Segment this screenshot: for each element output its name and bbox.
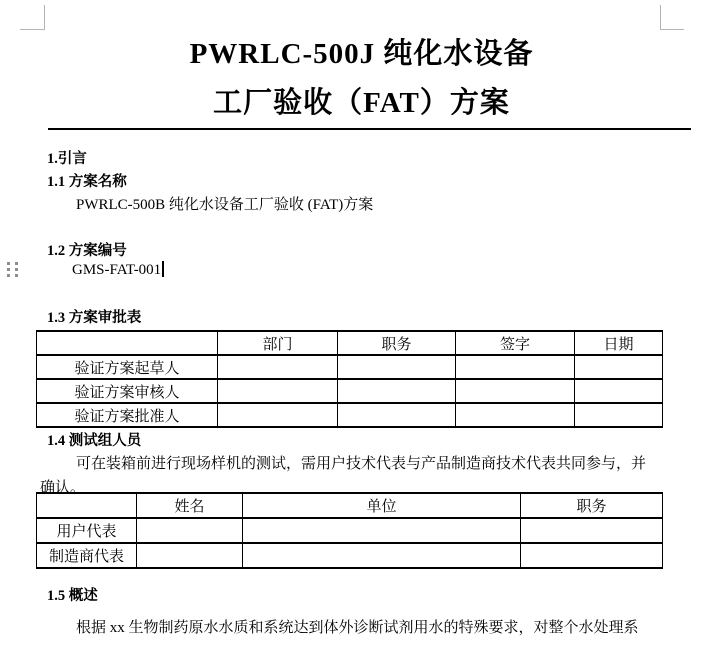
column-header-cell[interactable]: 职务 <box>338 331 456 355</box>
table-cell[interactable] <box>338 379 456 403</box>
margin-crop-mark-left-vertical <box>44 5 45 30</box>
title-underline-rule <box>48 128 691 130</box>
table-cell[interactable] <box>243 518 521 543</box>
approval-table[interactable] <box>36 330 663 428</box>
table-cell[interactable] <box>575 403 663 427</box>
heading-approval-table[interactable]: 1.3 方案审批表 <box>47 310 142 326</box>
team-paragraph-line2[interactable]: 确认。 <box>40 480 86 496</box>
column-header-cell[interactable]: 职务 <box>521 493 663 518</box>
table-header-row <box>37 493 663 518</box>
table-row <box>37 543 663 568</box>
team-paragraph-line1[interactable]: 可在装箱前进行现场样机的测试，需用户技术代表与产品制造商技术代表共同参与，并 <box>76 456 647 472</box>
table-cell[interactable] <box>243 543 521 568</box>
table-cell[interactable] <box>575 355 663 379</box>
table-cell[interactable] <box>456 355 575 379</box>
margin-crop-mark-right-horizontal <box>660 29 684 30</box>
column-header-cell[interactable]: 日期 <box>575 331 663 355</box>
doc-title-line1[interactable]: PWRLC-500J 纯化水设备 <box>189 38 534 70</box>
heading-overview[interactable]: 1.5 概述 <box>47 588 98 604</box>
table-row <box>37 379 663 403</box>
table-cell[interactable] <box>521 518 663 543</box>
plan-name-text[interactable]: PWRLC-500B 纯化水设备工厂验收 (FAT)方案 <box>76 197 374 213</box>
table-cell[interactable] <box>338 355 456 379</box>
margin-crop-mark-right-vertical <box>660 5 661 30</box>
table-cell[interactable] <box>575 379 663 403</box>
table-cell[interactable] <box>218 379 338 403</box>
heading-team[interactable]: 1.4 测试组人员 <box>47 433 142 449</box>
table-cell[interactable]: 用户代表 <box>37 518 137 543</box>
doc-title-line2[interactable]: 工厂验收（FAT）方案 <box>213 87 510 119</box>
table-row <box>37 518 663 543</box>
column-header-cell[interactable]: 姓名 <box>137 493 243 518</box>
plan-number-value: GMS-FAT-001 <box>72 262 162 278</box>
table-cell[interactable]: 验证方案起草人 <box>37 355 218 379</box>
column-header-cell[interactable]: 单位 <box>243 493 521 518</box>
table-row <box>37 403 663 427</box>
table-cell[interactable] <box>456 403 575 427</box>
table-cell[interactable] <box>521 543 663 568</box>
plan-number-text[interactable] <box>72 261 164 279</box>
table-row <box>37 355 663 379</box>
team-table[interactable] <box>36 492 663 569</box>
table-header-row <box>37 331 663 355</box>
table-cell[interactable]: 制造商代表 <box>37 543 137 568</box>
margin-crop-mark-left-horizontal <box>20 29 44 30</box>
heading-intro[interactable]: 1.引言 <box>47 151 87 167</box>
table-cell[interactable] <box>218 403 338 427</box>
heading-plan-number[interactable]: 1.2 方案编号 <box>47 243 127 259</box>
table-cell[interactable] <box>137 518 243 543</box>
table-cell[interactable]: 验证方案审核人 <box>37 379 218 403</box>
column-header-cell[interactable]: 签字 <box>456 331 575 355</box>
table-cell[interactable] <box>137 543 243 568</box>
column-header-cell[interactable] <box>37 493 137 518</box>
text-cursor <box>162 261 164 277</box>
table-cell[interactable]: 验证方案批准人 <box>37 403 218 427</box>
paragraph-drag-handle-icon[interactable] <box>7 262 18 279</box>
column-header-cell[interactable] <box>37 331 218 355</box>
heading-plan-name[interactable]: 1.1 方案名称 <box>47 174 127 190</box>
column-header-cell[interactable]: 部门 <box>218 331 338 355</box>
table-cell[interactable] <box>456 379 575 403</box>
table-cell[interactable] <box>338 403 456 427</box>
overview-paragraph-line1[interactable]: 根据 xx 生物制药原水水质和系统达到体外诊断试剂用水的特殊要求，对整个水处理系 <box>76 620 639 636</box>
table-cell[interactable] <box>218 355 338 379</box>
